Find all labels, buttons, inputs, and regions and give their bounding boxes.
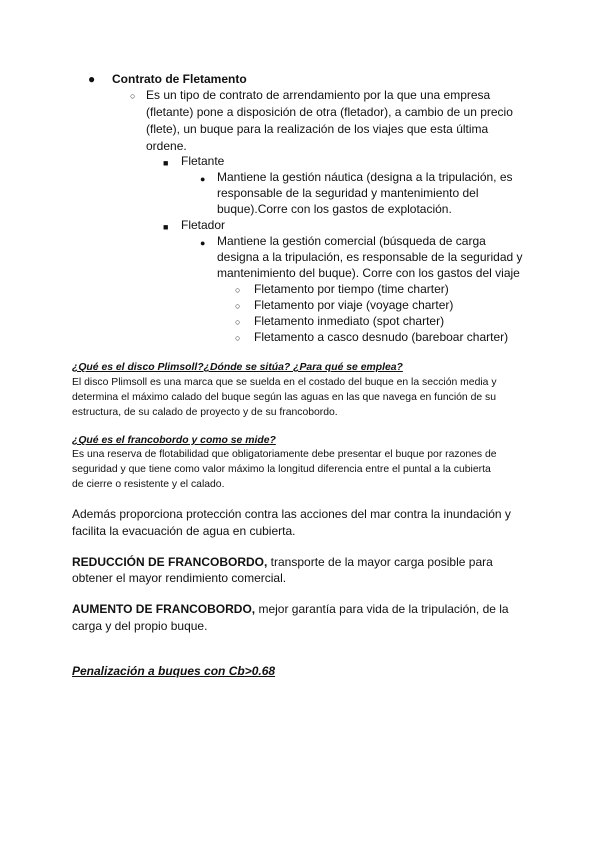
list-bullet: ■	[163, 222, 169, 232]
contrato-def-line: (fletante) pone a disposición de otra (fletador), a cambio de un precio	[146, 105, 513, 119]
francobordo-question: ¿Qué es el francobordo y como se mide?	[72, 435, 276, 446]
reduccion-line2: obtener el mayor rendimiento comercial.	[72, 571, 287, 585]
fletador-line: designa a la tripulación, es responsable de la seguridad y	[217, 250, 523, 264]
list-bullet: ○	[130, 91, 136, 101]
list-bullet: ○	[235, 301, 241, 311]
list-bullet: ●	[200, 238, 206, 248]
fletante-line: responsable de la seguridad y mantenimiento del	[217, 186, 479, 200]
francobordo-answer-line: seguridad y que tiene como valor máximo la longitud diferencia entre el puntal a la cubierta	[72, 464, 491, 475]
penalizacion-heading: Penalización a buques con Cb>0.68	[72, 664, 276, 678]
reduccion-text: transporte de la mayor carga posible para	[267, 555, 493, 569]
fletador-label: Fletador	[181, 218, 226, 232]
fletador-line: mantenimiento del buque). Corre con los gastos del viaje	[217, 266, 520, 280]
fletamento-type: Fletamento por viaje (voyage charter)	[254, 298, 454, 312]
list-bullet: ■	[163, 158, 169, 168]
francobordo-answer-line: Es una reserva de flotabilidad que obligatoriamente debe presentar el buque por razones de	[72, 449, 497, 460]
list-bullet: ○	[235, 333, 241, 343]
list-bullet: ●	[88, 72, 96, 86]
fletante-label: Fletante	[181, 154, 225, 168]
fletamento-type: Fletamento por tiempo (time charter)	[254, 282, 449, 296]
aumento-term: AUMENTO DE FRANCOBORDO,	[72, 602, 256, 616]
aumento-text: mejor garantía para vida de la tripulación, de la	[255, 602, 509, 616]
aumento-line	[72, 601, 509, 617]
plimsoll-answer-line: determina el máximo calado del buque según las aguas en las que navega en función de su	[72, 392, 496, 403]
list-bullet: ○	[235, 285, 241, 295]
plimsoll-answer-line: El disco Plimsoll es una marca que se suelda en el costado del buque en la sección media y	[72, 377, 497, 388]
contrato-title: Contrato de Fletamento	[112, 72, 247, 86]
fletamento-type: Fletamento a casco desnudo (bareboar charter)	[254, 330, 509, 344]
plimsoll-answer-line: estructura, de su calado de proyecto y de su francobordo.	[72, 407, 338, 418]
list-bullet: ●	[200, 174, 206, 184]
fletante-line: Mantiene la gestión náutica (designa a la tripulación, es	[217, 170, 513, 184]
plimsoll-question: ¿Qué es el disco Plimsoll?¿Dónde se sitúa? ¿Para qué se emplea?	[72, 362, 403, 373]
fletamento-type: Fletamento inmediato (spot charter)	[254, 314, 445, 328]
proteccion-line: Además proporciona protección contra las acciones del mar contra la inundación y	[72, 507, 511, 521]
francobordo-answer-line: de cierre o resistente y el calado.	[72, 479, 225, 490]
reduccion-term: REDUCCIÓN DE FRANCOBORDO,	[72, 555, 268, 569]
list-bullet: ○	[235, 317, 241, 327]
aumento-line2: carga y del propio buque.	[72, 619, 208, 633]
proteccion-line: facilita la evacuación de agua en cubierta.	[72, 524, 296, 538]
contrato-def-line: ordene.	[146, 139, 187, 153]
fletante-line: buque).Corre con los gastos de explotación.	[217, 202, 452, 216]
contrato-def-line: Es un tipo de contrato de arrendamiento por la que una empresa	[146, 88, 491, 102]
fletador-line: Mantiene la gestión comercial (búsqueda de carga	[217, 234, 486, 248]
reduccion-line	[72, 554, 493, 570]
contrato-def-line: (flete), un buque para la realización de los viajes que esta última	[146, 122, 489, 136]
